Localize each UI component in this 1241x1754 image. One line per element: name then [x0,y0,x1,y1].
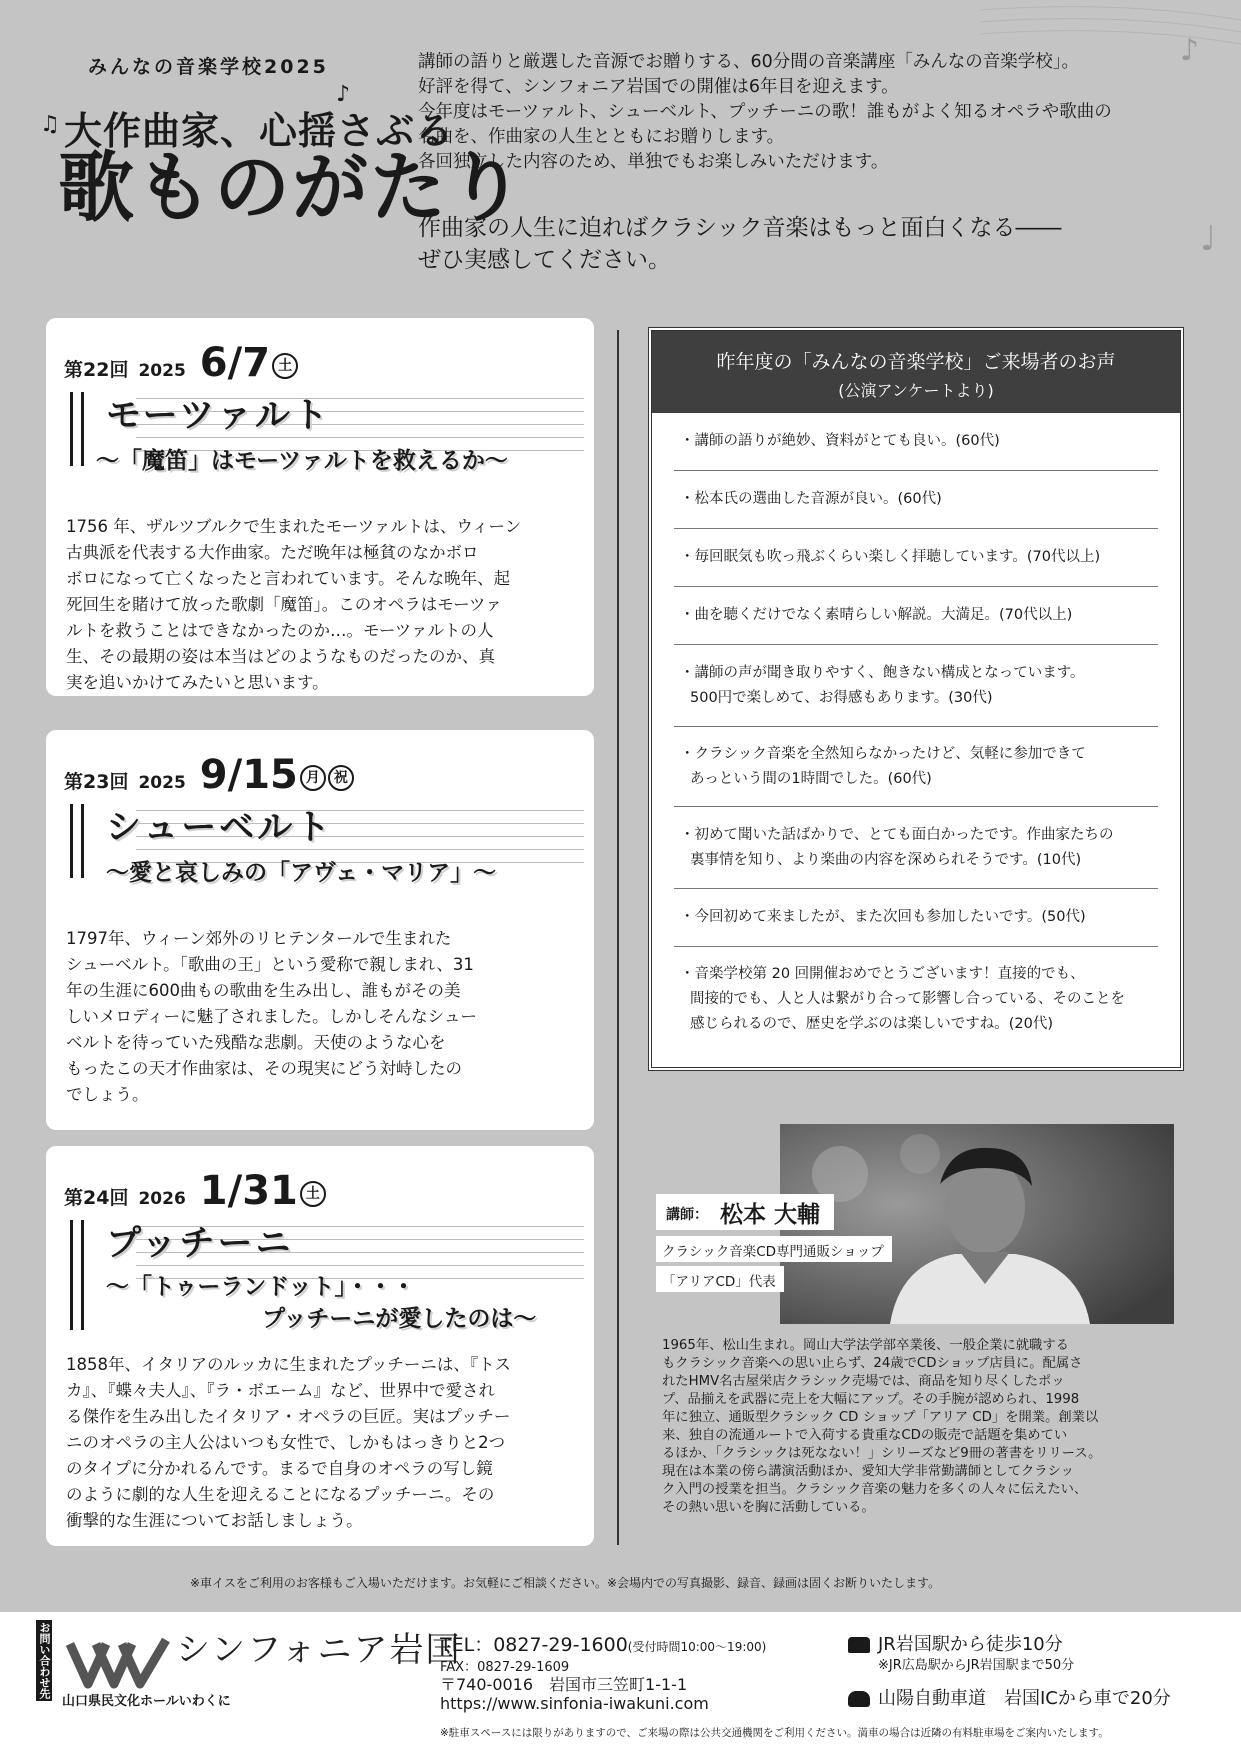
session-description: 1858年、イタリアのルッカに生まれたプッチーニは、『トス カ』、『蝶々夫人』、『ラ・ボエーム』など、世界中で愛され る傑作を生み出したイタリア・オペラの巨匠。実はプッチー ニのオペラの主人公はいつも女性で、しかもはっきりと2つ のタイプに分かれるんです。まるで自身のオペラの写し鏡 のように劇的な人生を迎えることになるプッチーニ。その 衝撃的な生涯についてお話しましょう。 [66,1355,511,1530]
title-bar [70,392,84,466]
session-subtitle: ～「魔笛」はモーツァルトを救えるか～ [96,447,508,474]
venue-logo-icon [66,1636,176,1692]
voice-item: ・今回初めて来ましたが、また次回も参加したいです。(50代) [674,889,1158,947]
session-header: 第23回 2025 9/15 月 祝 [64,752,354,798]
website-link[interactable]: https://www.sinfonia-iwakuni.com [440,1694,709,1713]
venue-name: シンフォニア岩国 [176,1630,462,1670]
address: 〒740-0016 岩国市三笠町1-1-1 [440,1675,688,1694]
venue-subname: 山口県民文化ホールいわくに [62,1694,231,1709]
voice-item: ・音楽学校第 20 回開催おめでとうございます！直接的でも、 間接的でも、人と人は繋がり合って影響し合っている、そのことを 感じられるので、歴史を学ぶのは楽しいですね。(20代) [680,965,1125,1032]
voice-item: ・曲を聴くだけでなく素晴らしい解説。大満足。(70代以上) [674,587,1158,645]
day-badge: 土 [272,353,298,379]
intro-text: 講師の語りと厳選した音源でお贈りする、60分間の音楽講座「みんなの音楽学校」。 好評を得て、シンフォニア岩国での開催は6年目を迎えます。 今年度はモーツァルト、シューベルト、プッチーニの歌！誰もがよく知るオペラや歌曲の 名曲を、作曲家の人生とともにお贈りします。 各回独立した内容のため、単独でもお楽しみいただけます。 [418,52,1112,172]
holiday-badge: 祝 [328,765,354,791]
session-header: 第24回 2026 1/31 土 [64,1168,326,1214]
lecturer-title-line2: 「アリアCD」代表 [656,1266,784,1292]
session-subtitle-line2: プッチーニが愛したのは～ [262,1305,537,1332]
portrait-image [780,1124,1174,1324]
voice-item: ・クラシック音楽を全然知らなかったけど、気軽に参加できて あっという間の1時間でした。(60代) [674,727,1158,807]
quarter-note-icon: ♪ [336,82,351,107]
voice-item: ・講師の語りが絶妙、資料がとても良い。(60代) [674,413,1158,471]
main-title-line1: 大作曲家、心揺さぶる [64,108,455,153]
voice-item: ・毎回眠気も吹っ飛ぶくらい楽しく拝聴しています。(70代以上) [674,529,1158,587]
main-title-line2: 歌ものがたり [58,143,526,232]
eighth-note-icon: ♫ [40,112,60,137]
svg-text:♪: ♪ [1180,33,1200,68]
composer-name: プッチーニ [106,1223,294,1264]
car-access: 山陽自動車道 岩国ICから車で20分 [848,1684,1171,1710]
lecturer-bio: 1965年、松山生まれ。岡山大学法学部卒業後、一般企業に就職する もクラシック音楽への思い止らず、24歳でCDショップ店員に。配属さ れたHMV名古屋栄店クラシック売場では、商品を知り尽くしたポッ プ、品揃えを武器に売上を大幅にアップ。その手腕が認められ、1998 年に独立、通販型クラシック CD ショップ「アリア CD」を開業。創業以 来、独自の流通ルートで入荷する貴重なCDの販売で話題を集めてい るほか、「クラシックは死なない！」シリーズなど9冊の著書をリリース。 現在は本業の傍ら講演活動ほか、愛知大学非常勤講師としてクラシッ ク入門の授業を担当。クラシック音楽の魅力を多くの人々に伝えたい、 その熱い思いを胸に活動している。 [662,1338,1102,1515]
voice-item: ・講師の声が聞き取りやすく、飽きない構成となっています。 500円で楽しめて、お得感もあります。(30代) [674,645,1158,727]
title-bar [70,804,84,878]
voices-header: 昨年度の「みんなの音楽学校」ご来場者のお声 (公演アンケートより) [652,331,1180,413]
venue-notice: ※車イスをご利用のお客様もご入場いただけます。お気軽にご相談ください。※会場内での写真撮影、録音、録画は固くお断りいたします。 [190,1576,941,1590]
session-subtitle: ～「トゥーランドット」・・・ [106,1273,416,1300]
day-badge: 土 [300,1181,326,1207]
voice-item: ・初めて聞いた話ばかりで、とても面白かったです。作曲家たちの 裏事情を知り、より楽曲の内容を深められそうです。(10代) [674,807,1158,889]
audience-voices-box [648,327,1184,1071]
session-description: 1797年、ウィーン郊外のリヒテンタールで生まれた シューベルト。「歌曲の王」という愛称で親しまれ、31 年の生涯に600曲もの歌曲を生み出し、誰もがその美 しいメロディーに魅了されました。しかしそんなシュー ベルトを待っていた残酷な悲劇。天使のような心を もったこの天才作曲家は、その現実にどう対峙したの でしょう。 [66,929,477,1104]
car-icon [848,1691,870,1707]
lecturer-title-line1: クラシック音楽CD専門通販ショップ [656,1236,892,1262]
session-description: 1756 年、ザルツブルクで生まれたモーツァルトは、ウィーン 古典派を代表する大作曲家。ただ晩年は極貧のなかボロ ボロになって亡くなったと言われています。そんな晩年、起 死回生を賭けて放った歌劇「魔笛」。このオペラはモーツァ ルトを救うことはできなかったのか…。モーツァルトの人 生、その最期の姿は本当はどのようなものだったのか、真 実を追いかけてみたいと思います。 [66,517,522,692]
lecturer-name-box [656,1194,834,1230]
day-badge: 月 [300,765,326,791]
lecturer-label: 講師： [666,1207,708,1223]
session-card-23 [46,730,594,1130]
series-subtitle: みんなの音楽学校2025 [88,56,329,78]
train-access: JR岩国駅から徒歩10分 [848,1630,1063,1656]
phone-number: TEL：0827-29-1600(受付時間10:00～19:00) [440,1634,767,1656]
tagline: 作曲家の人生に迫ればクラシック音楽はもっと面白くなる―― ぜひ実感してください。 [418,215,1062,273]
session-header: 第22回 2025 6/7 土 [64,340,298,386]
title-bar [70,1220,84,1330]
voice-item: ・松本氏の選曲した音源が良い。(60代) [674,471,1158,529]
session-subtitle: ～愛と哀しみの「アヴェ・マリア」～ [106,859,497,886]
contact-label: お問い合わせ先 [38,1622,51,1699]
column-divider [617,330,619,1545]
lecturer-photo [780,1124,1174,1324]
fax-number: FAX：0827-29-1609 [440,1660,570,1675]
parking-note: ※駐車スペースには限りがありますので、ご来場の際は公共交通機関をご利用ください。満車の場合は近隣の有料駐車場をご案内いたします。 [440,1727,1109,1739]
composer-name: シューベルト [106,807,334,848]
composer-name: モーツァルト [106,395,331,436]
svg-text:♩: ♩ [1200,219,1217,259]
session-card-22 [46,318,594,696]
lecturer-name: 松本 大輔 [720,1202,821,1228]
session-card-24 [46,1146,594,1546]
train-icon [848,1637,870,1653]
train-access-note: ※JR広島駅からJR岩国駅まで50分 [878,1658,1075,1673]
